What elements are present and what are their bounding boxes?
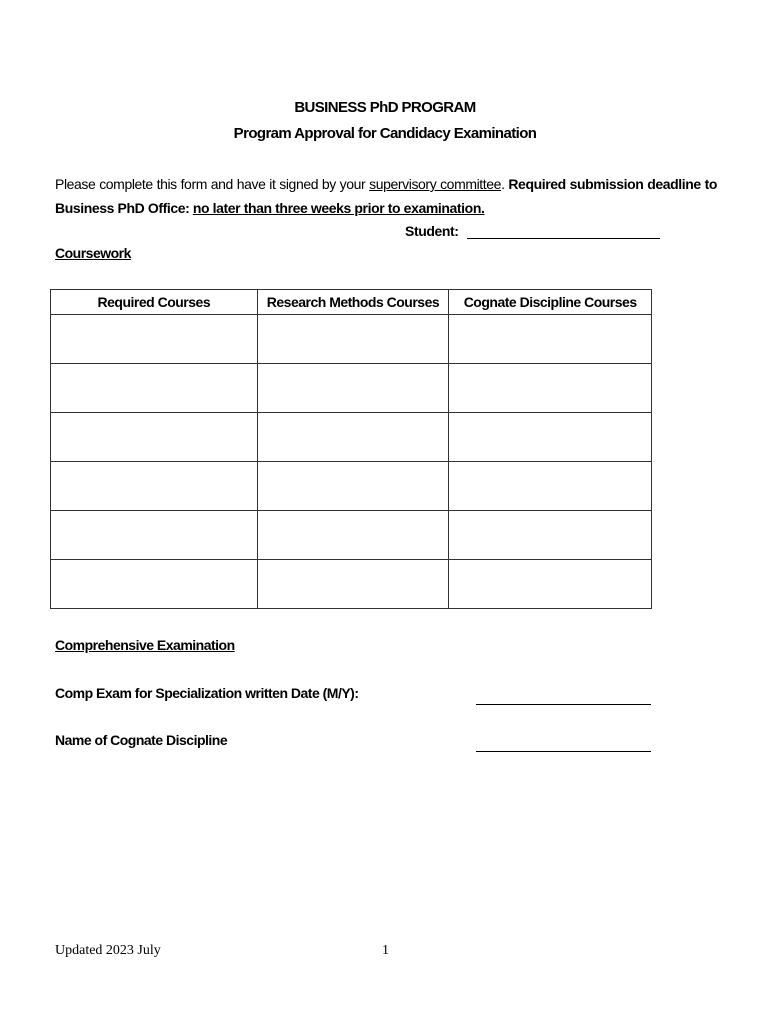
table-row: [51, 462, 652, 511]
required-course-cell[interactable]: [51, 511, 258, 560]
research-methods-cell[interactable]: [257, 560, 449, 609]
required-course-cell[interactable]: [51, 560, 258, 609]
table-header-row: [51, 290, 652, 315]
table-row: [51, 511, 652, 560]
research-methods-cell[interactable]: [257, 413, 449, 462]
required-course-cell[interactable]: [51, 364, 258, 413]
updated-date-footer: Updated 2023 July: [55, 943, 161, 958]
research-methods-cell[interactable]: [257, 315, 449, 364]
form-title: Program Approval for Candidacy Examination: [233, 125, 537, 142]
column-header-required: Required Courses: [51, 290, 258, 315]
required-course-cell[interactable]: [51, 315, 258, 364]
cognate-course-cell[interactable]: [449, 560, 652, 609]
instructions-period: .: [501, 176, 509, 192]
cognate-course-cell[interactable]: [449, 315, 652, 364]
student-input-line[interactable]: [467, 220, 660, 239]
deadline-rule-text: no later than three weeks prior to examination.: [192, 200, 485, 216]
program-title: BUSINESS PhD PROGRAM: [294, 99, 476, 116]
submission-deadline-text: Required submission deadline to Business PhD Office:: [55, 176, 717, 216]
instructions-text: Please complete this form and have it signed by your: [55, 176, 370, 192]
required-course-cell[interactable]: [51, 413, 258, 462]
student-field: [405, 220, 660, 239]
cognate-discipline-label: Name of Cognate Discipline: [55, 732, 228, 748]
student-label: Student:: [405, 223, 459, 239]
column-header-research-methods: Research Methods Courses: [257, 290, 449, 315]
comprehensive-exam-heading: Comprehensive Examination: [55, 637, 235, 653]
supervisory-committee-text: supervisory committee: [369, 176, 502, 192]
cognate-course-cell[interactable]: [449, 413, 652, 462]
comp-exam-date-label: Comp Exam for Specialization written Date (M/Y):: [55, 685, 359, 701]
research-methods-cell[interactable]: [257, 462, 449, 511]
research-methods-cell[interactable]: [257, 511, 449, 560]
required-course-cell[interactable]: [51, 462, 258, 511]
table-row: [51, 560, 652, 609]
cognate-discipline-input-line[interactable]: [476, 751, 651, 752]
table-row: [51, 315, 652, 364]
cognate-course-cell[interactable]: [449, 462, 652, 511]
page-number: 1: [382, 943, 389, 958]
instructions-paragraph: [55, 172, 717, 220]
cognate-course-cell[interactable]: [449, 364, 652, 413]
cognate-course-cell[interactable]: [449, 511, 652, 560]
table-row: [51, 364, 652, 413]
research-methods-cell[interactable]: [257, 364, 449, 413]
comp-exam-date-input-line[interactable]: [476, 704, 651, 705]
coursework-heading: Coursework: [55, 245, 131, 261]
column-header-cognate: Cognate Discipline Courses: [449, 290, 652, 315]
coursework-table: [50, 289, 652, 609]
table-row: [51, 413, 652, 462]
